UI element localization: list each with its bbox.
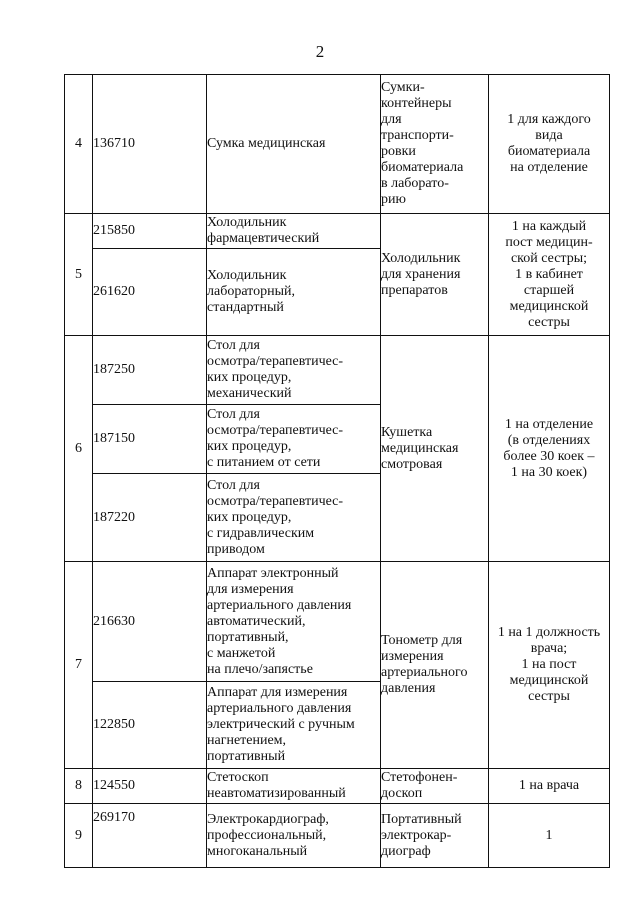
item-norm: 1 на отделение (в отделениях более 30 коек – 1 на 30 коек) — [489, 336, 610, 562]
item-type: Кушетка медицинская смотровая — [381, 336, 489, 562]
item-name: Стол для осмотра/терапевтичес- ких процедур, механический — [207, 336, 381, 405]
item-norm: 1 — [489, 804, 610, 868]
item-code: 216630 — [93, 562, 207, 682]
equipment-table — [64, 74, 610, 868]
row-number: 8 — [65, 769, 93, 804]
item-name: Холодильник лабораторный, стандартный — [207, 249, 381, 336]
item-name: Электрокардиограф, профессиональный, многоканальный — [207, 804, 381, 868]
item-type: Холодильник для хранения препаратов — [381, 214, 489, 336]
table-row — [65, 214, 610, 249]
item-name: Стол для осмотра/терапевтичес- ких процедур, с питанием от сети — [207, 405, 381, 474]
item-norm: 1 на 1 должность врача; 1 на пост медицинской сестры — [489, 562, 610, 769]
item-code: 269170 — [93, 804, 207, 868]
row-number: 7 — [65, 562, 93, 769]
item-code: 122850 — [93, 682, 207, 769]
row-number: 6 — [65, 336, 93, 562]
table-row — [65, 769, 610, 804]
item-code: 136710 — [93, 75, 207, 214]
row-number: 4 — [65, 75, 93, 214]
item-type: Портативный электрокар- диограф — [381, 804, 489, 868]
item-type: Тонометр для измерения артериального давления — [381, 562, 489, 769]
item-name: Холодильник фармацевтический — [207, 214, 381, 249]
item-norm: 1 на врача — [489, 769, 610, 804]
item-name: Стетоскоп неавтоматизированный — [207, 769, 381, 804]
item-norm: 1 для каждого вида биоматериала на отделение — [489, 75, 610, 214]
item-name: Сумка медицинская — [207, 75, 381, 214]
item-name: Аппарат электронный для измерения артериального давления автоматический, портативный, с манжетой на плечо/запястье — [207, 562, 381, 682]
item-name: Аппарат для измерения артериального давления электрический с ручным нагнетением, портативный — [207, 682, 381, 769]
table-row — [65, 75, 610, 214]
table-row — [65, 562, 610, 682]
item-code: 187220 — [93, 474, 207, 562]
table-row — [65, 804, 610, 868]
item-code: 261620 — [93, 249, 207, 336]
item-type: Сумки- контейнеры для транспорти- ровки биоматериала в лаборато- рию — [381, 75, 489, 214]
row-number: 5 — [65, 214, 93, 336]
page-number: 2 — [315, 42, 325, 61]
item-code: 124550 — [93, 769, 207, 804]
item-name: Стол для осмотра/терапевтичес- ких процедур, с гидравлическим приводом — [207, 474, 381, 562]
item-code: 215850 — [93, 214, 207, 249]
item-code: 187250 — [93, 336, 207, 405]
item-norm: 1 на каждый пост медицин- ской сестры; 1 в кабинет старшей медицинской сестры — [489, 214, 610, 336]
table-row — [65, 336, 610, 405]
item-type: Стетофонен- доскоп — [381, 769, 489, 804]
row-number: 9 — [65, 804, 93, 868]
item-code: 187150 — [93, 405, 207, 474]
